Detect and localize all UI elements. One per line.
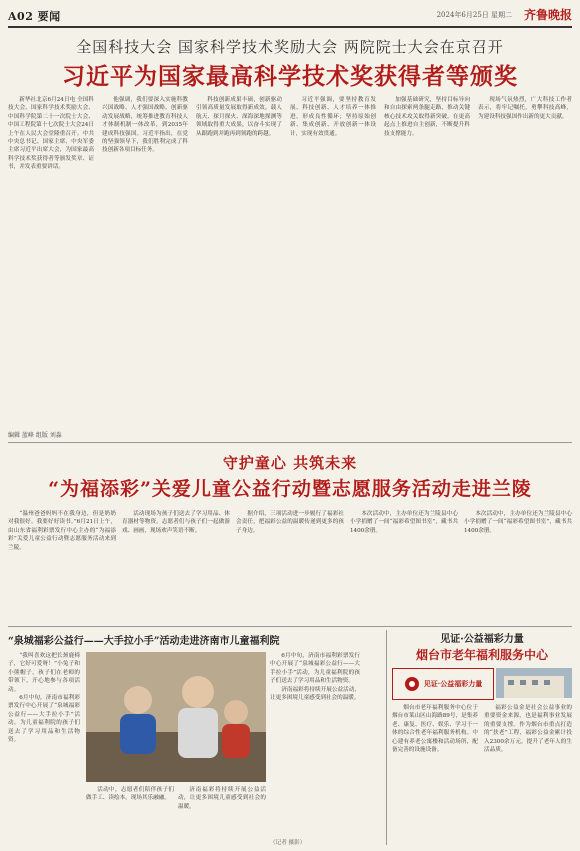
story3-caption: （记者 摄影） bbox=[270, 840, 306, 846]
story1-col-1: 新华社北京6月24日电 全国科技大会、国家科学技术奖励大会、中国科学院第二十一次院士大会、中国工程院第十七次院士大会24日上午在人民大会堂隆重召开。中共中央总书记、国家主席、中央军委主席习近平出席大会，为国家最高科学技术奖获得者等颁发奖章、证书，并发表重要讲话。 bbox=[8, 97, 94, 171]
story1-editor: 编辑 蓝峰 组版 刘淼 bbox=[8, 432, 62, 439]
issue-date: 2024年6月25日 星期二 bbox=[436, 11, 512, 19]
story2-col-4: 本次活动中，主办单位还为兰陵县中心小学捐赠了一间“福彩希望图书室”，藏书共1400余册。 bbox=[350, 511, 458, 534]
children-photo-illustration bbox=[86, 652, 266, 782]
story1-col-5: 加强基础研究，坚持目标导向和自由探索两条腿走路，推动关键核心技术攻关取得新突破。在更高起点上推进自主创新，不断提升科技支撑能力。 bbox=[384, 97, 470, 137]
story1-col-6: 现场气氛热烈，广大科技工作者表示，将牢记嘱托，勇攀科技高峰，为建设科技强国作出新的更大贡献。 bbox=[478, 97, 572, 120]
logo-text: 见证·公益福彩力量 bbox=[423, 679, 483, 688]
story2-col-2: 活动现场为孩子们送去了学习用品、体育器材等物资。志愿者们与孩子们一起做游戏、画画，现场欢声笑语不断。 bbox=[122, 511, 230, 534]
story1-headline: 习近平为国家最高科学技术奖获得者等颁奖 bbox=[62, 63, 518, 90]
story1-col-3: 科技创新成果丰硕，创新驱动引领高质量发展取得新成效。载人航天、探月探火、深海深地探测等领域取得重大成果，以奋斗实现了从跟跑到并跑再到领跑的跨越。 bbox=[196, 97, 282, 137]
story3-col-1: “我叫喜欢这把长颈鹿椅子，它好可爱呀！”小兔子和小熊帽子，孩子们在老师的带领下，开心地参与各项活动。 6月中旬，济南市福利彩票发行中心开展了“泉城福彩公益行——大手拉小手”活动，为儿童福利院的孩子们送去了学习用品和生活物资。 bbox=[8, 653, 80, 744]
story3-col-4: 6月中旬，济南市福利彩票发行中心开展了“泉城福彩公益行——大手拉小手”活动，为儿童福利院的孩子们送去了学习用品和生活物资。 济南福彩将持续开展公益活动，让更多困境儿童感受到社会的温暖。 bbox=[270, 653, 360, 702]
story4-kicker: 见证·公益福彩力量 bbox=[440, 634, 524, 645]
story2-col-3: 据介绍，三项活动进一步履行了福彩社会责任，把福彩公益的温暖传递到更多的孩子身边。 bbox=[236, 511, 344, 534]
story4-divider-vertical bbox=[386, 630, 387, 845]
header-rule bbox=[8, 26, 572, 28]
story2-headline: “为福添彩”关爱儿童公益行动暨志愿服务活动走进兰陵 bbox=[48, 478, 532, 500]
story2-kicker: 守护童心 共筑未来 bbox=[222, 454, 358, 472]
story1-kicker: 全国科技大会 国家科学技术奖励大会 两院院士大会在京召开 bbox=[76, 38, 504, 56]
story3-col-4-wrap bbox=[270, 652, 360, 832]
fucai-emblem-icon bbox=[404, 676, 420, 692]
story2-col-5: 本次活动中，主办单位还为兰陵县中心小学捐赠了一间“福彩希望图书室”，藏书共1400余册。 bbox=[464, 511, 572, 534]
section-label: A02 要闻 bbox=[8, 10, 61, 23]
story4-photo bbox=[496, 668, 572, 698]
story3-col-2: 活动中，志愿者们陪伴孩子们做手工、读绘本，现场其乐融融。 bbox=[86, 787, 174, 802]
story1-col-4: 习近平强调，要坚持教育发展、科技创新、人才培养一体推进，形成良性循环；坚持原始创新、集成创新、开放创新一体设计，实现有效贯通。 bbox=[290, 97, 376, 137]
story3-col-3: 济南福彩将持续开展公益活动，让更多困境儿童感受到社会的温暖。 bbox=[178, 787, 266, 810]
story3-photo bbox=[86, 652, 266, 782]
story1-col-2: 他强调，我们要深入实施科教兴国战略、人才强国战略、创新驱动发展战略，统筹推进教育科技人才体制机制一体改革，到2035年建成科技强国。习近平指出，在党的坚强领导下，我们胜利完成了科技创新各项目标任务。 bbox=[102, 97, 188, 154]
story4-title: 烟台市老年福利服务中心 bbox=[415, 648, 548, 662]
section-divider bbox=[8, 442, 572, 443]
story3-title: “泉城福彩公益行——大手拉小手”活动走进济南市儿童福利院 bbox=[8, 636, 280, 647]
story4-col-2: 福彩公益金是社会公益事业的重要资金来源，也是福利事业发展的重要支撑。作为烟台市重点打造的“扶老”工程，福彩公益金累计投入2300余万元，提升了老年人的生活品质。 bbox=[484, 705, 572, 754]
story4-col-1: 烟台市老年福利服务中心位于烟台市莱山区山海路89号，是集养老、康复、医疗、娱乐、学习于一体的综合性老年福利服务机构。中心建有养老公寓楼和活动场所，配备完善的设施设备。 bbox=[392, 705, 478, 754]
section-header bbox=[8, 6, 572, 24]
story2-col-1: “温州爸爸妈妈不在我身边，但是奶奶对我很好。我要好好读书。”6月21日上午，由山东省福利彩票发行中心主办的“为福添彩”关爱儿童公益行动暨志愿服务活动来到兰陵。 bbox=[8, 511, 116, 551]
fucai-logo bbox=[392, 668, 494, 700]
building-photo-illustration bbox=[496, 668, 572, 698]
masthead-logo: 齐鲁晚报 bbox=[523, 8, 572, 22]
story2-divider bbox=[8, 626, 572, 627]
